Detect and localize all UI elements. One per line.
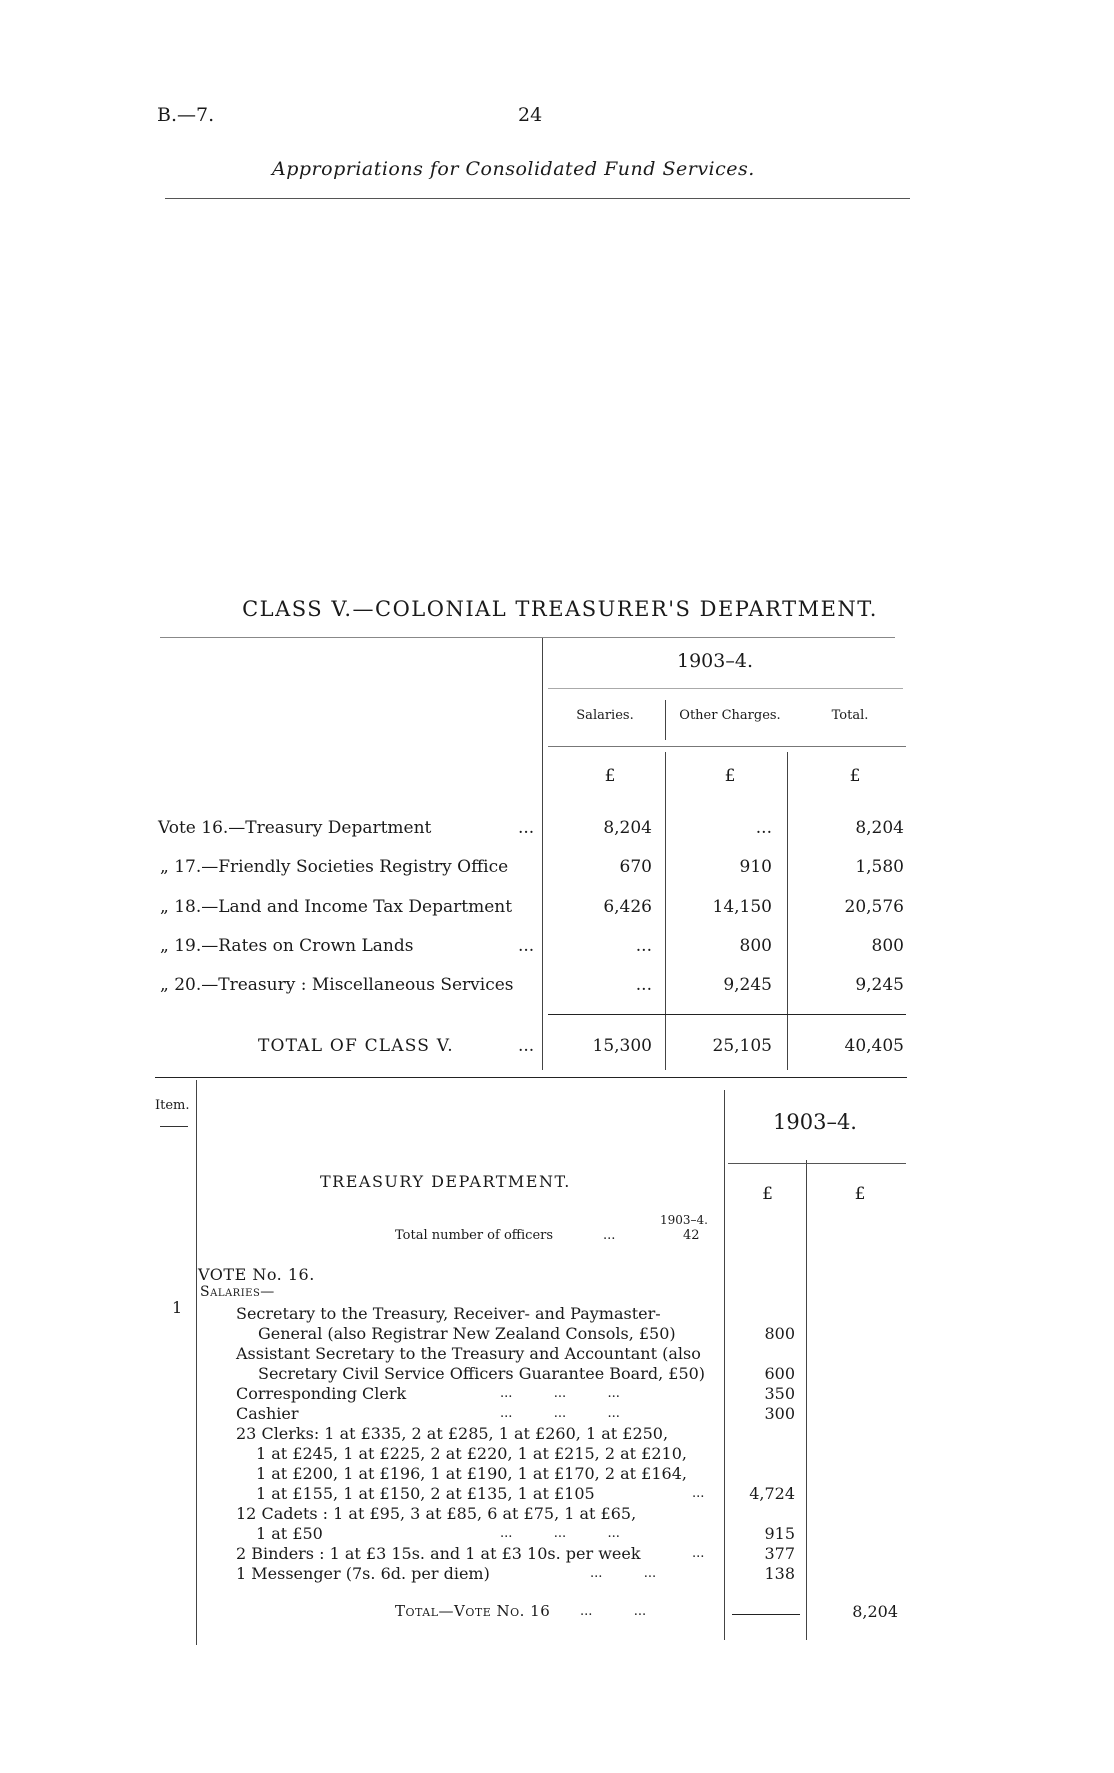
- salary-line: Secretary to the Treasury, Receiver- and Paymaster-: [236, 1304, 661, 1323]
- salary-line: 12 Cadets : 1 at £95, 3 at £85, 6 at £75, 1 at £65,: [236, 1504, 637, 1523]
- dept-title: TREASURY DEPARTMENT.: [320, 1172, 571, 1191]
- salary-line: Corresponding Clerk: [236, 1384, 407, 1403]
- vote-row-salaries: ...: [635, 936, 652, 956]
- total-col-divider: [806, 1160, 807, 1640]
- class-header-rule: [548, 746, 906, 747]
- class-top-rule: [160, 637, 895, 638]
- officers-label: Total number of officers: [395, 1228, 554, 1243]
- salary-line: 1 at £155, 1 at £150, 2 at £135, 1 at £105: [256, 1484, 595, 1503]
- currency-other: £: [724, 766, 736, 786]
- salary-amount: 4,724: [749, 1484, 795, 1503]
- vote-row-salaries: ...: [635, 975, 652, 995]
- class-col-divider-2: [665, 752, 666, 1070]
- vote-row-total: 1,580: [855, 857, 904, 877]
- vote-total-amount: 8,204: [852, 1602, 898, 1621]
- class-header-divider-1: [665, 700, 666, 740]
- section-heading: Salaries—: [200, 1284, 275, 1300]
- vote-row-total: 800: [871, 936, 904, 956]
- vote-total-rule: [732, 1614, 800, 1615]
- vote-row-total: 20,576: [844, 897, 904, 917]
- salary-line: 1 at £50: [256, 1524, 323, 1543]
- salary-dots: ... ...: [590, 1566, 657, 1581]
- salary-line: 2 Binders : 1 at £3 15s. and 1 at £3 10s. per week: [236, 1544, 641, 1563]
- class-col-divider: [542, 638, 543, 1070]
- col-other-charges-header: Other Charges.: [679, 708, 781, 723]
- vote-row-label: „ 19.—Rates on Crown Lands: [160, 936, 414, 956]
- doc-reference: B.—7.: [157, 104, 215, 126]
- class-col-divider-3: [787, 752, 788, 1070]
- salary-amount: 377: [764, 1544, 795, 1563]
- currency-total: £: [849, 766, 861, 786]
- salary-amount: 915: [764, 1524, 795, 1543]
- vote-row-salaries: 6,426: [603, 897, 652, 917]
- amount-col-divider: [724, 1090, 725, 1640]
- vote-row-other: 910: [739, 857, 772, 877]
- vote-row-salaries: 670: [619, 857, 652, 877]
- class-total-total: 40,405: [844, 1036, 904, 1056]
- vote-total-dots: ... ...: [580, 1604, 647, 1619]
- vote-row-dots: ...: [518, 936, 535, 956]
- vote-row-total: 9,245: [855, 975, 904, 995]
- dept-currency-2: £: [854, 1184, 866, 1204]
- vote-row-label: „ 20.—Treasury : Miscellaneous Services: [160, 975, 514, 995]
- vote-row-other: ...: [755, 818, 772, 838]
- salary-dots: ...: [692, 1486, 705, 1501]
- salary-line: Secretary Civil Service Officers Guarantee Board, £50): [258, 1364, 706, 1383]
- officers-dots: ...: [603, 1228, 616, 1243]
- item-number: 1: [172, 1298, 183, 1317]
- salary-amount: 300: [764, 1404, 795, 1423]
- vote-row-label: Vote 16.—Treasury Department: [158, 818, 432, 838]
- class-year-heading: 1903–4.: [677, 650, 753, 672]
- class-total-dots: ...: [518, 1036, 535, 1056]
- salary-amount: 800: [764, 1324, 795, 1343]
- salary-line: 1 at £245, 1 at £225, 2 at £220, 1 at £215, 2 at £210,: [256, 1444, 687, 1463]
- page-subtitle: Appropriations for Consolidated Fund Services.: [272, 158, 755, 180]
- vote-row-other: 800: [739, 936, 772, 956]
- officers-count: 42: [683, 1228, 700, 1243]
- vote-row-salaries: 8,204: [603, 818, 652, 838]
- col-total-header: Total.: [831, 708, 869, 723]
- salary-line: 1 at £200, 1 at £196, 1 at £190, 1 at £170, 2 at £164,: [256, 1464, 687, 1483]
- col-salaries-header: Salaries.: [576, 708, 634, 723]
- salary-dots: ... ... ...: [500, 1386, 620, 1401]
- salary-line: 23 Clerks: 1 at £335, 2 at £285, 1 at £260, 1 at £250,: [236, 1424, 669, 1443]
- salary-dots: ... ... ...: [500, 1526, 620, 1541]
- dept-year-rule: [728, 1163, 906, 1164]
- vote-total-label: Total—Vote No. 16: [395, 1602, 551, 1620]
- class-total-rule: [548, 1014, 906, 1015]
- item-column-header: Item.: [155, 1098, 190, 1113]
- class-total-salaries: 15,300: [592, 1036, 652, 1056]
- item-header-dash: [160, 1126, 188, 1127]
- salary-amount: 138: [764, 1564, 795, 1583]
- vote-row-dots: ...: [518, 818, 535, 838]
- vote-row-total: 8,204: [855, 818, 904, 838]
- class-total-other: 25,105: [712, 1036, 772, 1056]
- salary-dots: ... ... ...: [500, 1406, 620, 1421]
- salary-dots: ...: [692, 1546, 705, 1561]
- class-year-rule: [548, 688, 903, 689]
- vote-row-other: 14,150: [712, 897, 772, 917]
- salary-amount: 600: [764, 1364, 795, 1383]
- officers-year: 1903–4.: [660, 1213, 708, 1227]
- vote-row-label: „ 18.—Land and Income Tax Department: [160, 897, 513, 917]
- vote-row-other: 9,245: [723, 975, 772, 995]
- header-rule: [165, 198, 910, 199]
- salary-line: Cashier: [236, 1404, 299, 1423]
- class-total-label: TOTAL OF CLASS V.: [258, 1036, 454, 1056]
- dept-currency-1: £: [762, 1184, 773, 1204]
- vote-heading: VOTE No. 16.: [198, 1265, 315, 1284]
- page-number: 24: [518, 104, 543, 126]
- dept-top-rule: [155, 1077, 907, 1078]
- currency-salaries: £: [604, 766, 616, 786]
- salary-line: 1 Messenger (7s. 6d. per diem): [236, 1564, 490, 1583]
- dept-year-heading: 1903–4.: [773, 1110, 857, 1134]
- item-col-divider: [196, 1080, 197, 1645]
- vote-row-label: „ 17.—Friendly Societies Registry Office: [160, 857, 509, 877]
- salary-line: Assistant Secretary to the Treasury and Accountant (also: [236, 1344, 701, 1363]
- class-title: CLASS V.—COLONIAL TREASURER'S DEPARTMENT.: [242, 597, 878, 621]
- salary-amount: 350: [764, 1384, 795, 1403]
- salary-line: General (also Registrar New Zealand Consols, £50): [258, 1324, 676, 1343]
